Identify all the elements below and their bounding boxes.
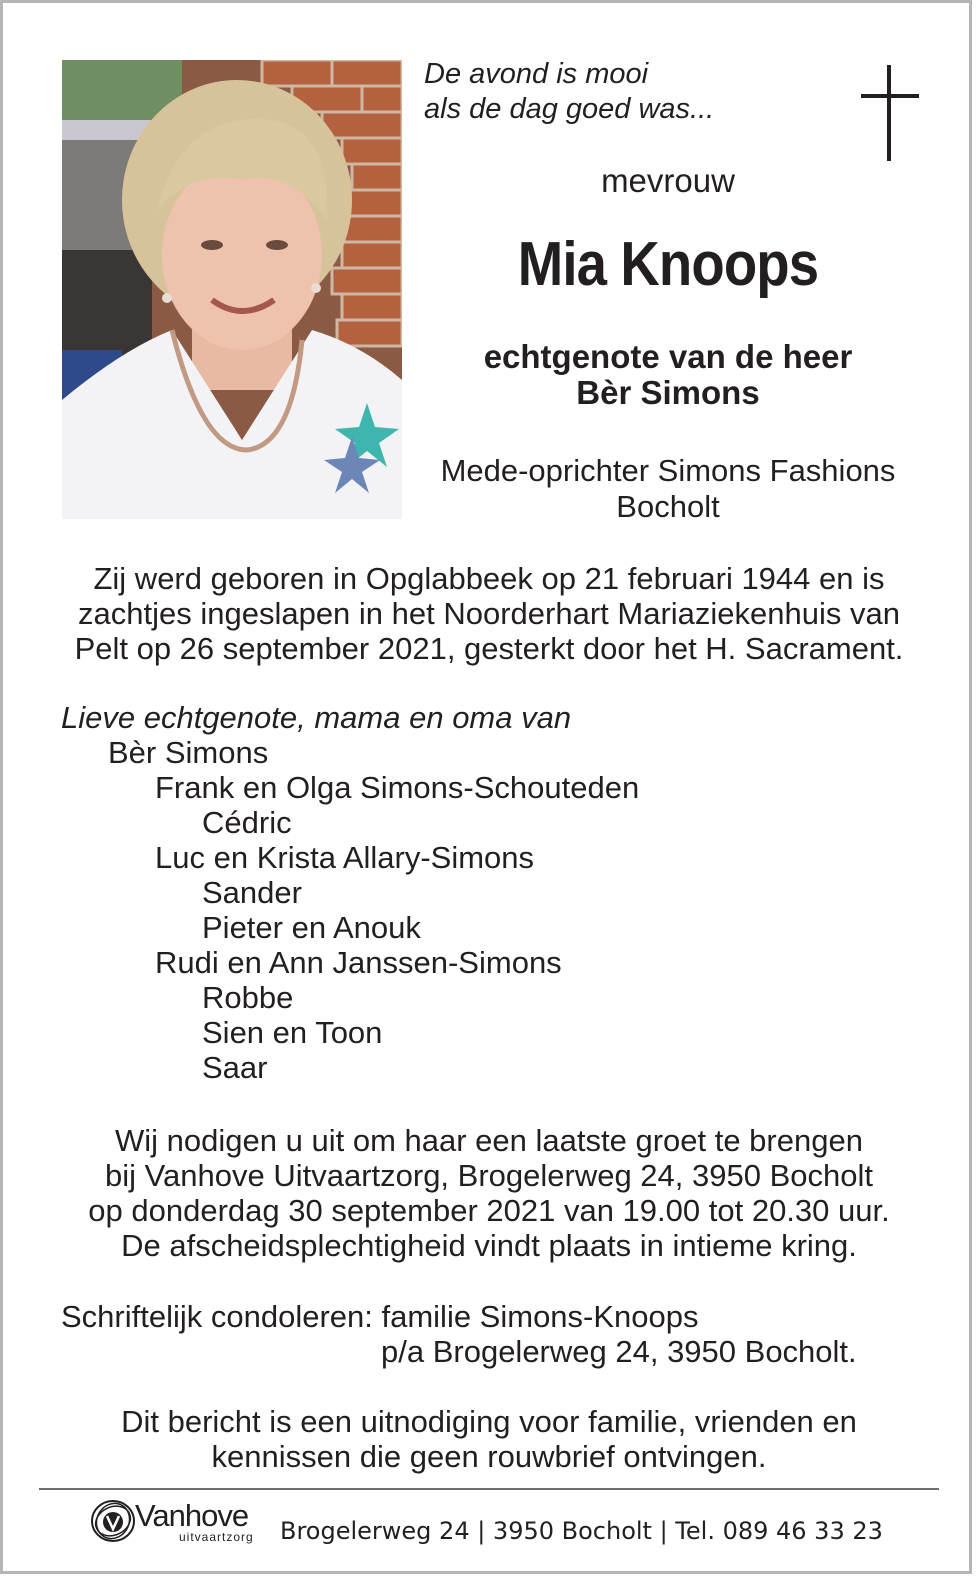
bio-line: Zij werd geboren in Opglabbeek op 21 februari 1944 en is <box>93 561 885 596</box>
vanhove-logo <box>89 1497 269 1547</box>
notice-line: Dit bericht is een uitnodiging voor familie, vrienden en <box>121 1404 857 1439</box>
deceased-name: Mia Knoops <box>517 230 819 299</box>
bio-line: zachtjes ingeslapen in het Noorderhart Mariaziekenhuis van <box>78 596 900 631</box>
portrait-photo <box>62 60 402 519</box>
biography <box>43 561 935 666</box>
condolence-address-line: p/a Brogelerweg 24, 3950 Bocholt. <box>381 1334 857 1369</box>
condolence-address <box>61 1299 857 1369</box>
family-member: Sien en Toon <box>202 1015 383 1050</box>
visitation-line: op donderdag 30 september 2021 van 19.00 tot 20.30 uur. <box>88 1193 890 1228</box>
family-member: Pieter en Anouk <box>202 910 421 945</box>
visitation-line: bij Vanhove Uitvaartzorg, Brogelerweg 24, 3950 Bocholt <box>105 1158 873 1193</box>
family-member: Robbe <box>202 980 294 1015</box>
family-member: Cédric <box>202 805 292 840</box>
family-intro: Lieve echtgenote, mama en oma van <box>61 700 572 735</box>
footer-divider <box>39 1488 939 1490</box>
role-info <box>403 453 933 525</box>
visitation-line: De afscheidsplechtigheid vindt plaats in intieme kring. <box>121 1228 857 1263</box>
family-member: Sander <box>202 875 302 910</box>
vanhove-emblem-icon <box>89 1497 137 1545</box>
condolence-label: Schriftelijk condoleren: familie Simons-Knoops <box>61 1299 699 1334</box>
bio-line: Pelt op 26 september 2021, gesterkt door het H. Sacrament. <box>74 631 904 666</box>
family-member: Saar <box>202 1050 268 1085</box>
family-member: Frank en Olga Simons-Schouteden <box>155 770 640 805</box>
visitation-line: Wij nodigen u uit om haar een laatste groet te brengen <box>115 1123 863 1158</box>
spouse-line-2: Bèr Simons <box>576 374 760 411</box>
invitation-notice <box>43 1404 935 1474</box>
family-member: Luc en Krista Allary-Simons <box>155 840 535 875</box>
salutation: mevrouw <box>601 162 735 199</box>
visitation-info <box>43 1123 935 1263</box>
quote-line-1: De avond is mooi <box>424 58 649 90</box>
spouse-info <box>403 339 933 411</box>
role-line-2: Bocholt <box>616 489 720 524</box>
footer-contact: Brogelerweg 24 | 3950 Bocholt | Tel. 089 46 33 23 <box>280 1517 883 1545</box>
spouse-line-1: echtgenote van de heer <box>483 338 853 375</box>
family-member: Bèr Simons <box>108 735 269 770</box>
epitaph-quote <box>424 57 714 127</box>
family-list <box>61 700 639 1085</box>
notice-line: kennissen die geen rouwbrief ontvingen. <box>211 1439 767 1474</box>
family-member: Rudi en Ann Janssen-Simons <box>155 945 562 980</box>
role-line-1: Mede-oprichter Simons Fashions <box>440 453 896 488</box>
quote-line-2: als de dag goed was... <box>424 93 715 125</box>
logo-name: Vanhove <box>135 1498 249 1533</box>
cross-icon <box>861 65 919 161</box>
logo-subtitle: uitvaartzorg <box>179 1530 254 1544</box>
